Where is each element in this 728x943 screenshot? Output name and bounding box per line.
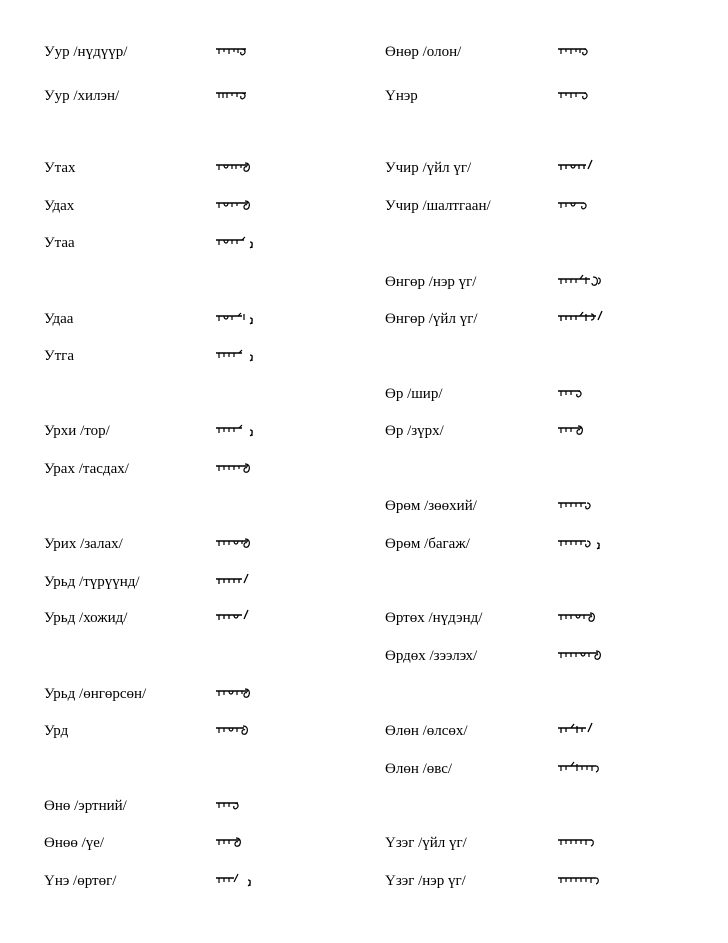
entry-word: Уур /хилэн/ [44, 88, 120, 104]
mongolian-script-word [214, 197, 254, 213]
mongolian-script-word [214, 685, 254, 701]
mongolian-script-word [556, 197, 592, 213]
mongolian-script-word [556, 385, 590, 401]
entry-word: Өр /зүрх/ [385, 423, 444, 439]
entry-word: Өнө /эртний/ [44, 798, 127, 814]
entry-word: Өлөн /өвс/ [385, 761, 453, 777]
mongolian-script-word [556, 87, 592, 103]
mongolian-script-word [556, 273, 604, 289]
entry-word: Үнэ /өртөг/ [44, 873, 117, 889]
entry-word: Урьд /түрүүнд/ [44, 574, 140, 590]
mongolian-script-word [214, 797, 248, 813]
mongolian-script-word [214, 573, 252, 589]
entry-word: Урьд /хожид/ [44, 610, 128, 626]
mongolian-script-word [556, 834, 598, 850]
mongolian-script-word [214, 834, 248, 850]
entry-word: Урьд /өнгөрсөн/ [44, 686, 147, 702]
mongolian-script-word [214, 43, 250, 59]
mongolian-script-word [556, 609, 600, 625]
mongolian-script-word [556, 497, 596, 513]
mongolian-script-word [214, 609, 252, 625]
entry-word: Өнгөр /үйл үг/ [385, 311, 478, 327]
mongolian-script-word [556, 722, 596, 738]
entry-word: Өнөр /олон/ [385, 44, 462, 60]
entry-word: Өрөм /багаж/ [385, 536, 470, 552]
mongolian-script-word [214, 159, 254, 175]
entry-word: Урхи /тор/ [44, 423, 110, 439]
mongolian-script-word [214, 422, 258, 438]
mongolian-script-word [556, 647, 606, 663]
mongolian-script-word [214, 872, 256, 888]
mongolian-script-word [556, 535, 606, 551]
mongolian-script-word [556, 872, 602, 888]
entry-word: Удаа [44, 311, 74, 327]
mongolian-script-word [556, 310, 606, 326]
entry-word: Өрдөх /зээлэх/ [385, 648, 478, 664]
entry-word: Уур /нүдүүр/ [44, 44, 128, 60]
entry-word: Утах [44, 160, 76, 176]
mongolian-script-word [214, 535, 254, 551]
entry-word: Урах /тасдах/ [44, 461, 129, 477]
mongolian-script-word [214, 460, 254, 476]
mongolian-script-word [556, 422, 590, 438]
mongolian-script-word [214, 347, 258, 363]
entry-word: Өнөө /үе/ [44, 835, 105, 851]
entry-word: Утга [44, 348, 74, 364]
mongolian-script-word [214, 722, 254, 738]
mongolian-script-word [214, 310, 258, 326]
mongolian-script-word [214, 234, 258, 250]
entry-word: Урд [44, 723, 69, 739]
entry-word: Үзэг /нэр үг/ [385, 873, 466, 889]
entry-word: Утаа [44, 235, 75, 251]
entry-word: Өлөн /өлсөх/ [385, 723, 468, 739]
entry-word: Өр /шир/ [385, 386, 443, 402]
entry-word: Учир /шалтгаан/ [385, 198, 491, 214]
entry-word: Удах [44, 198, 75, 214]
mongolian-script-word [556, 760, 602, 776]
mongolian-script-word [214, 87, 250, 103]
entry-word: Учир /үйл үг/ [385, 160, 472, 176]
mongolian-script-word [556, 43, 592, 59]
entry-word: Өрөм /зөөхий/ [385, 498, 477, 514]
entry-word: Үнэр [385, 88, 418, 104]
mongolian-script-word [556, 159, 596, 175]
entry-word: Урих /залах/ [44, 536, 123, 552]
entry-word: Өнгөр /нэр үг/ [385, 274, 477, 290]
entry-word: Өртөх /нүдэнд/ [385, 610, 483, 626]
entry-word: Үзэг /үйл үг/ [385, 835, 467, 851]
